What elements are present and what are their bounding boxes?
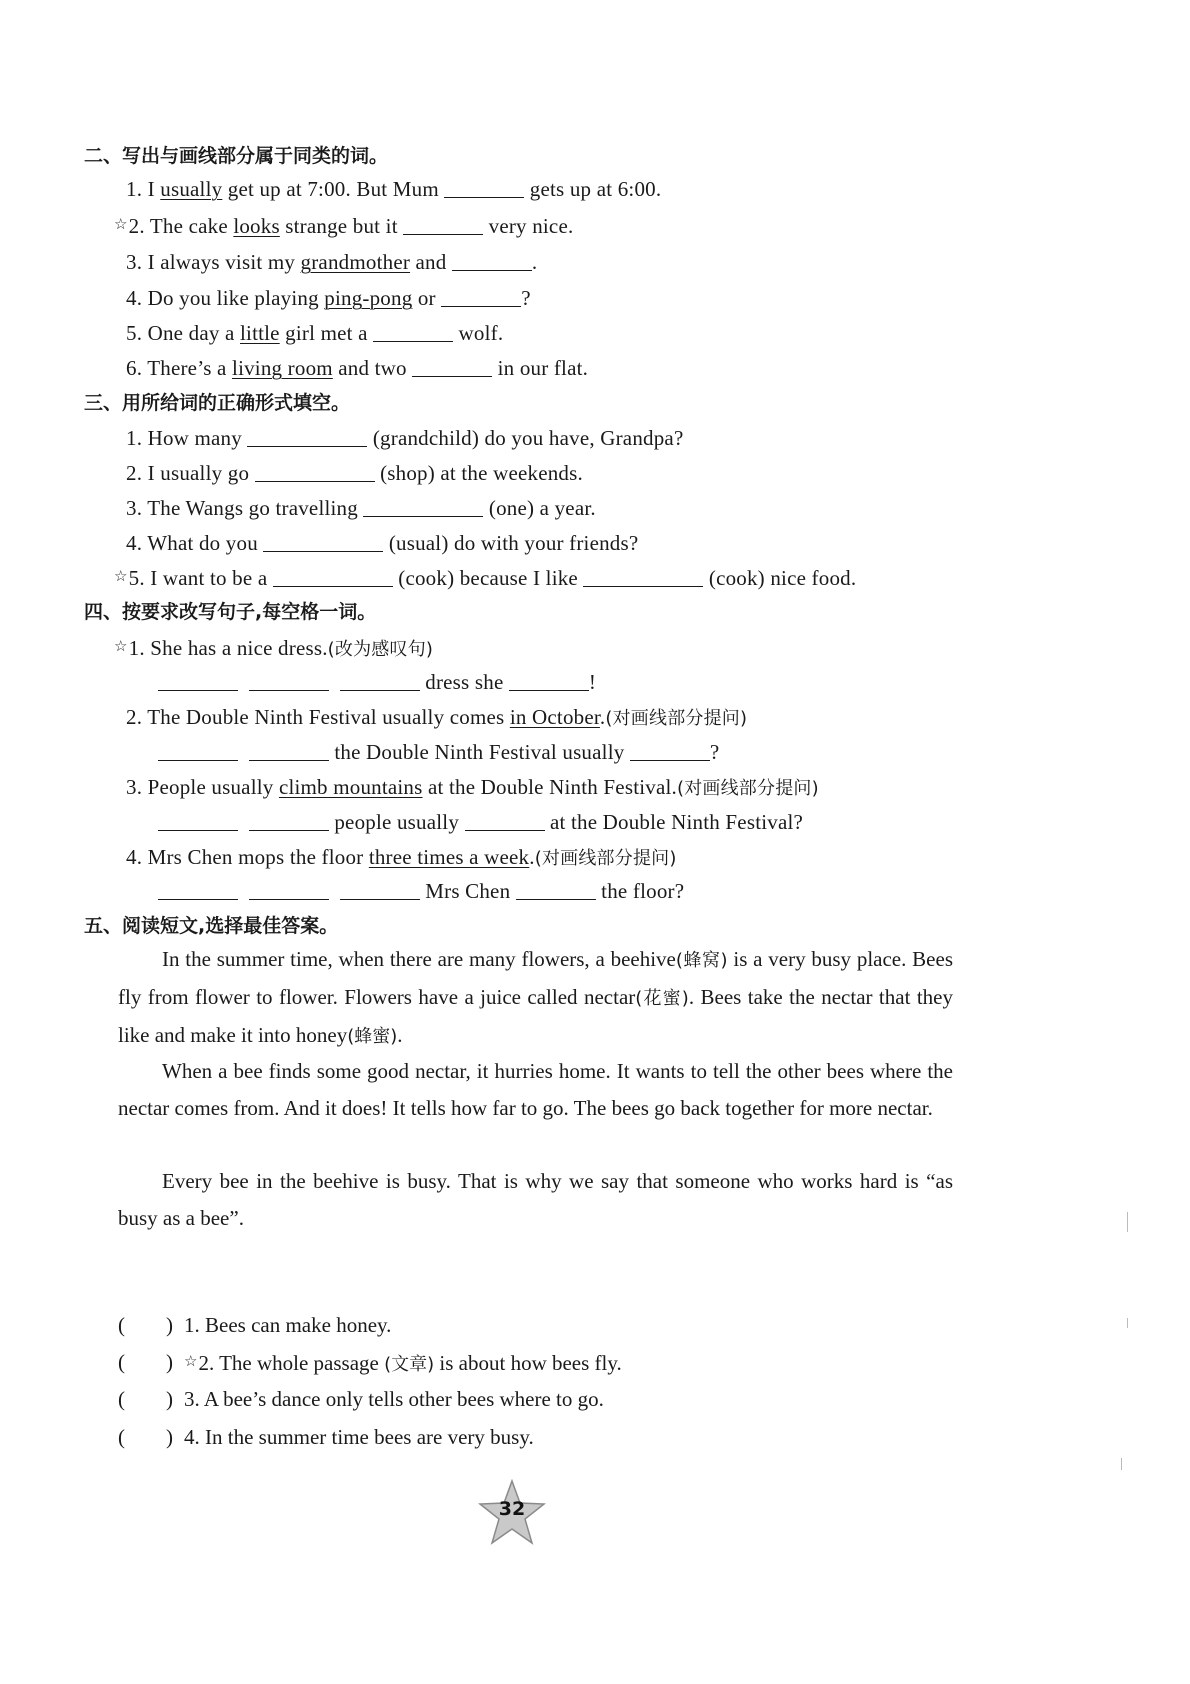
item-number: 1. [126,177,143,201]
s4-item-4 [126,844,677,872]
item-text: The Double Ninth Festival usually comes [147,705,510,729]
gloss-note: (花蜜) [635,988,689,1009]
s2-item-2 [114,212,573,239]
answer-blank[interactable] [340,881,420,900]
instruction-note: (对画线部分提问) [534,848,677,869]
item-number: 3. [126,775,143,799]
item-number: 5. [128,566,145,590]
item-text: wolf. [453,321,504,345]
section2-heading: 二、写出与画线部分属于同类的词。 [84,145,389,167]
item-text: at the Double Ninth Festival? [544,810,804,834]
question-number: 1. [184,1313,200,1337]
s4-answer-4 [158,878,684,904]
question-label: Bees can make honey. [205,1313,392,1337]
scan-speck [1121,1458,1122,1470]
section5-heading: 五、阅读短文,选择最佳答案。 [84,915,339,937]
reading-paragraph-3: Every bee in the beehive is busy. That is why we say that someone who works hard is “as busy as a bee”. [118,1169,953,1230]
question-4 [118,1424,818,1450]
answer-blank[interactable] [441,288,521,307]
answer-blank[interactable] [452,252,532,271]
answer-paren-open[interactable]: ( [118,1425,125,1449]
item-text: . [531,250,538,274]
item-text: The Wangs go travelling [147,496,364,520]
underlined-word: usually [160,177,223,201]
item-number: 4. [126,531,143,555]
paragraph-text: . Bees take the nectar that they like and make it into honey [118,985,953,1047]
item-text: (cook) nice food. [703,566,857,590]
item-number: 4. [126,845,143,869]
s2-item-1 [126,176,661,202]
item-text: and [410,250,452,274]
item-number: 3. [126,250,143,274]
reading-paragraph-1 [118,941,953,1055]
question-1 [118,1312,818,1338]
item-text: ! [588,670,597,694]
answer-blank[interactable] [273,568,393,587]
answer-blank[interactable] [263,533,383,552]
paragraph-text: . [397,1023,403,1047]
item-text: strange but it [279,214,404,238]
underlined-word: grandmother [300,250,411,274]
answer-paren-close: ) [166,1350,173,1374]
item-text: the floor? [595,879,685,903]
item-text: Mrs Chen mops the floor [147,845,369,869]
answer-paren-close: ) [166,1425,173,1449]
scan-speck [1127,1212,1128,1232]
answer-blank[interactable] [465,812,545,831]
item-text: (shop) at the weekends. [374,461,583,485]
s4-answer-1 [158,669,596,695]
item-number: 4. [126,286,143,310]
reading-paragraph-2: When a bee finds some good nectar, it hurries home. It wants to tell the other bees where the nectar comes from. And it does! It tells how far to go. The bees go back together for more nectar. [118,1059,953,1120]
item-text: people usually [328,810,465,834]
paragraph-text: is a very busy place. Bees fly from flower to flower. Flowers have a juice called nectar [118,947,953,1009]
item-text: What do you [147,531,264,555]
item-text: girl met a [279,321,374,345]
item-text: (usual) do with your friends? [383,531,639,555]
answer-paren-open[interactable]: ( [118,1387,125,1411]
s3-item-5 [114,564,856,591]
s4-item-1 [114,634,433,663]
answer-paren-close: ) [166,1387,173,1411]
item-text: (one) a year. [483,496,596,520]
answer-blank[interactable] [509,672,589,691]
underlined-word: looks [233,214,280,238]
answer-paren-open[interactable]: ( [118,1313,125,1337]
star-icon: ☆ [114,217,128,233]
star-icon: ☆ [114,569,128,585]
s4-answer-2 [158,739,719,765]
question-label: The whole passage [219,1351,385,1375]
s4-item-2 [126,704,747,732]
instruction-note: (对画线部分提问) [676,778,819,799]
item-text: There’s a [147,356,233,380]
page-number-badge [477,1478,547,1548]
item-text: I always visit my [147,250,301,274]
underlined-phrase: three times a week [368,845,530,869]
item-text: very nice. [483,214,574,238]
question-text [184,1349,622,1378]
underlined-word: living room [232,356,333,380]
answer-blank[interactable] [249,742,329,761]
answer-blank[interactable] [158,672,238,691]
question-number: 4. [184,1425,200,1449]
answer-blank[interactable] [583,568,703,587]
instruction-note: (改为感叹句) [327,639,434,660]
answer-blank[interactable] [630,742,710,761]
item-text: People usually [147,775,279,799]
s2-item-6 [126,355,588,381]
item-text: Mrs Chen [419,879,516,903]
scan-speck [1127,1318,1128,1328]
answer-blank[interactable] [249,672,329,691]
answer-blank[interactable] [403,216,483,235]
paragraph-text: In the summer time, when there are many flowers, a beehive [162,947,676,971]
answer-blank[interactable] [444,179,524,198]
item-text: How many [147,426,248,450]
item-text: and two [332,356,413,380]
item-text: dress she [419,670,509,694]
question-number: 3. [184,1387,200,1411]
answer-blank[interactable] [255,463,375,482]
gloss-note: (蜂窝) [675,950,728,971]
item-text: I usually go [147,461,255,485]
question-3 [118,1386,818,1412]
instruction-note: (对画线部分提问) [605,708,748,729]
item-text: in our flat. [492,356,589,380]
item-text: One day a [147,321,240,345]
gloss-note: (蜂蜜) [347,1026,398,1047]
s4-answer-3 [158,809,803,835]
question-text [184,1386,604,1412]
s3-item-1 [126,425,683,451]
item-text: or [412,286,442,310]
section3-heading: 三、用所给词的正确形式填空。 [84,392,351,414]
item-number: 1. [128,636,145,660]
question-number: 2. [198,1351,215,1375]
item-text: (grandchild) do you have, Grandpa? [367,426,684,450]
gloss-note: (文章) [384,1354,435,1375]
s3-item-3 [126,495,596,521]
item-text: (cook) because I like [392,566,584,590]
section4-heading: 四、按要求改写句子,每空格一词。 [84,601,377,623]
answer-blank[interactable] [158,812,238,831]
item-text: I want to be a [150,566,273,590]
answer-blank[interactable] [249,812,329,831]
item-text: . [599,705,606,729]
answer-blank[interactable] [363,498,483,517]
item-text: gets up at 6:00. [524,177,662,201]
item-number: 6. [126,356,143,380]
answer-blank[interactable] [340,672,420,691]
item-text: The cake [149,214,234,238]
s3-item-4 [126,530,638,556]
item-number: 2. [126,705,143,729]
question-label: is about how bees fly. [434,1351,622,1375]
item-text: get up at 7:00. But Mum [222,177,445,201]
answer-blank[interactable] [412,358,492,377]
answer-paren-close: ) [166,1313,173,1337]
s2-item-3 [126,249,537,275]
answer-blank[interactable] [249,881,329,900]
answer-blank[interactable] [247,428,367,447]
s2-item-4 [126,285,531,311]
item-text: ? [521,286,531,310]
s4-item-3 [126,774,819,802]
item-text: ? [709,740,720,764]
question-2 [118,1349,818,1375]
item-text: I [147,177,161,201]
item-number: 5. [126,321,143,345]
item-text: the Double Ninth Festival usually [328,740,630,764]
item-text: . [529,845,535,869]
item-number: 2. [128,214,145,238]
question-text [184,1312,391,1338]
underlined-phrase: in October [509,705,600,729]
underlined-word: little [240,321,280,345]
page-number: 32 [498,1498,526,1520]
item-text: Do you like playing [147,286,325,310]
question-label: A bee’s dance only tells other bees where to go. [203,1387,604,1411]
underlined-word: ping-pong [324,286,413,310]
star-icon: ☆ [184,1354,198,1370]
answer-blank[interactable] [516,881,596,900]
s2-item-5 [126,320,503,346]
s3-item-2 [126,460,583,486]
answer-blank[interactable] [158,742,238,761]
answer-blank[interactable] [373,323,453,342]
question-text [184,1424,534,1450]
answer-blank[interactable] [158,881,238,900]
underlined-phrase: climb mountains [278,775,423,799]
question-label: In the summer time bees are very busy. [205,1425,534,1449]
item-text: She has a nice dress. [150,636,328,660]
item-number: 1. [126,426,143,450]
item-number: 3. [126,496,143,520]
item-text: at the Double Ninth Festival. [422,775,677,799]
answer-paren-open[interactable]: ( [118,1350,125,1374]
star-icon: ☆ [114,639,128,655]
item-number: 2. [126,461,143,485]
